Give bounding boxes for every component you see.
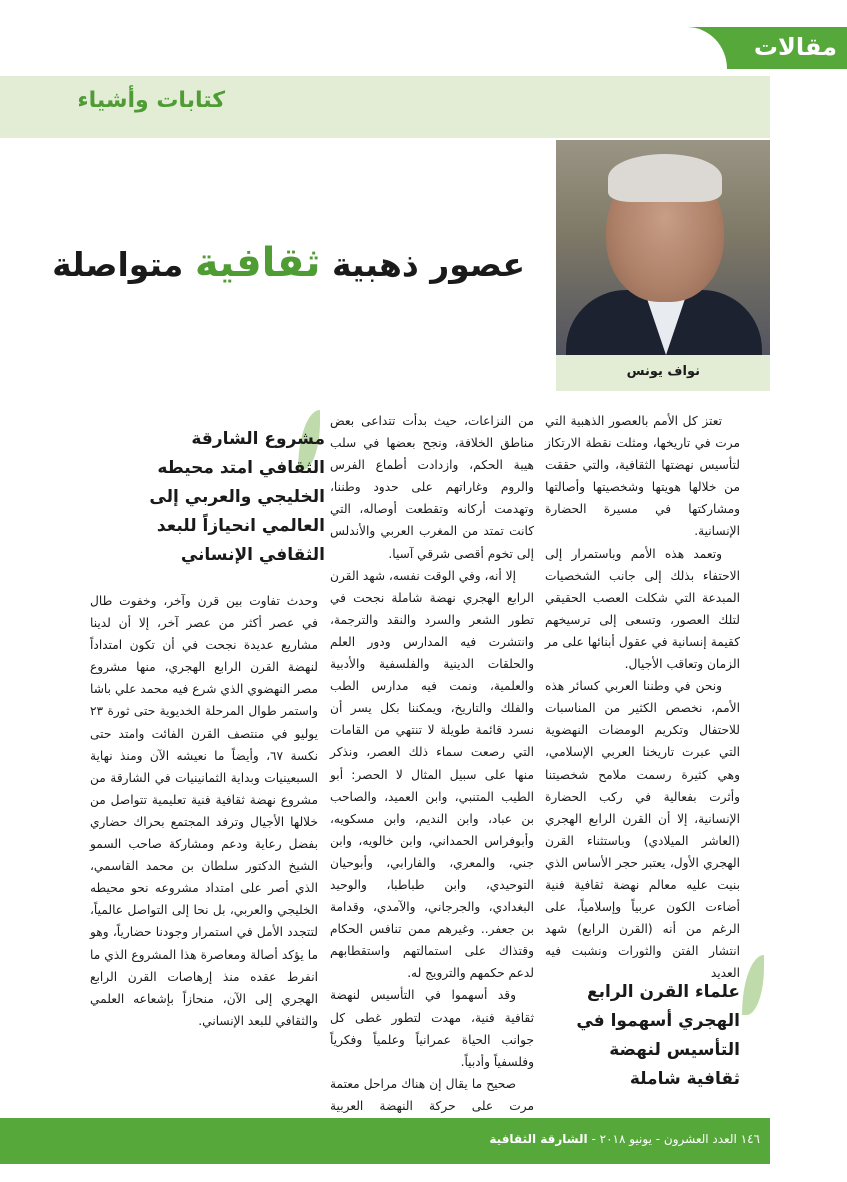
pull-quote: علماء القرن الرابع الهجري أسهموا في التأسيس لنهضة ثقافية شاملة (576, 982, 740, 1089)
body-column-right (545, 410, 740, 984)
body-column-middle (330, 410, 534, 1139)
footer-info (489, 1132, 760, 1146)
issue-text: العدد العشرون - يونيو ٢٠١٨ - (591, 1132, 737, 1146)
section-tab-label: مقالات (753, 33, 837, 61)
column-header-band (0, 76, 770, 138)
paragraph: ونحن في وطننا العربي كسائر هذه الأمم، نخصص الكثير من المناسبات للاحتفال وتكريم الومضات النهضوية التي عبرت تاريخنا العربي الإسلامي، وهي كثيرة رسمت ملامح شخصيتنا وأثرت بفعالية في ركب الحضارة الإنسانية، إلا أن القرن الرابع الهجري (العاشر الميلادي) وباستثناء القرن الهجري الأول، يعتبر حجر الأساس الذي بنيت عليه معالم نهضة ثقافية فنية أضاءت الكون عربياً وإسلامياً، على الرغم من أنه (القرن الرابع) شهد انتشار الفتن والثورات ونشبت فيه العديد (545, 679, 740, 981)
magazine-name: الشارقة الثقافية (489, 1132, 588, 1146)
paragraph: وقد أسهموا في التأسيس لنهضة ثقافية فنية، مهدت لتطور غطى كل جوانب الحياة عمرانياً وعلمياً وفكرياً وفلسفياً وأدبياً. (330, 988, 534, 1069)
tab-curve-decoration (667, 27, 727, 69)
title-part-2: متواصلة (52, 245, 184, 284)
author-caption (556, 355, 770, 391)
paragraph: إلا أنه، وفي الوقت نفسه، شهد القرن الرابع الهجري نهضة شاملة نجحت في تطور الشعر والسرد والنقد والترجمة، وانتشرت فيه المدارس ودور العلم والحلقات الدينية والفلسفية والأدبية والعلمية، ونمت فيه مدارس الطب والفلك والتاريخ، ويمكننا بكل يسر أن نسرد قائمة طويلة لا تنتهي من القامات التي رصعت سماء ذلك العصر، ونذكر منها على سبيل المثال لا الحصر: أبو الطيب المتنبي، وابن العميد، والصاحب بن عباد، وابن النديم، وابن مسكويه، وأبوفراس الحمداني، وابن خالويه، وابن جني، والمعري، والفارابي، وأبوحيان التوحيدي، وابن طباطبا، والوحيد البغدادي، والجرجاني، والآمدي، وقدامة بن جعفر.. وغيرهم ممن تنافس الحكام وقتذاك على استمالتهم واستقطابهم لدعم حكمهم والترويج له. (330, 568, 534, 981)
photo-hair (608, 154, 722, 202)
pull-quote: مشروع الشارقة الثقافي امتد محيطه الخليجي والعربي إلى العالمي انحيازاً للبعد الثقافي الإنساني (149, 429, 325, 565)
paragraph: وحدث تفاوت بين قرن وآخر، وخفوت طال في عصر أكثر من عصر آخر، إلا أن لدينا مشاريع عديدة نجحت في أن تكون امتداداً لنهضة القرن الرابع الهجري، منها مشروع مصر النهضوي الذي شرع فيه محمد علي باشا واستمر طوال المرحلة الخديوية حتى ثورة ٢٣ يوليو في منتصف القرن الفائت وامتد حتى نكسة ٦٧، وأيضاً ما نعيشه الآن ومنذ نهاية السبعينيات وبداية الثمانينيات في الشارقة من مشروع نهضة ثقافية فنية تعليمية تتواصل من خلالها الأجيال وترفد المجتمع بحراك حضاري بفضل رعاية ودعم ومشاركة صاحب السمو الشيخ الدكتور سلطان بن محمد القاسمي، الذي أصر على امتداد مشروعه نحو محيطه الخليجي والعربي، بل نحا إلى التواصل عالمياً، لتتجدد الأمل في استمرار وجودنا حضارياً، وهو ما يؤكد أصالة ومعاصرة هذا المشروع الذي ما انفرط عقده منذ إرهاصات القرن الرابع الهجري إلى الآن، منحازاً بإشعاعه العلمي والثقافي للبعد الإنساني. (90, 594, 318, 1028)
author-name: نواف يونس (626, 364, 700, 379)
page-footer (0, 1118, 770, 1164)
paragraph: وتعمد هذه الأمم وباستمرار إلى الاحتفاء بذلك إلى جانب الشخصيات المبدعة التي شكلت العصب الحقيقي لتلك العصور، وتسعى إلى ترسيخهم كقيمة إنسانية في عقول أبنائها على مر الزمان وتعاقب الأجيال. (545, 546, 740, 672)
paragraph: صحيح ما يقال إن هناك مراحل معتمة مرت على حركة النهضة العربية (330, 1076, 534, 1113)
paragraph: من النزاعات، حيث بدأت تتداعى بعض مناطق الخلافة، ونجح بعضها في سلب هيبة الحكم، وازدادت أطماع الفرس والروم وغاراتهم على حدود وطننا، وتهدمت أركانه وتقطعت أوصاله، التي كانت تمتد من المغرب العربي والأندلس إلى تخوم أقصى شرقي آسيا. (330, 414, 534, 561)
paragraph: تعتز كل الأمم بالعصور الذهبية التي مرت في تاريخها، ومثلت نقطة الارتكاز لتأسيس نهضتها الثقافية، والتي حققت من خلالها هويتها وشخصيتها وأصالتها ومشاركتها في مسيرة الحضارة الإنسانية. (545, 414, 740, 539)
title-highlight: ثقافية (194, 240, 321, 286)
title-part-1: عصور ذهبية (331, 245, 525, 284)
author-photo (556, 140, 770, 355)
article-title (52, 240, 525, 286)
column-name: كتابات وأشياء (77, 88, 225, 113)
quote-mark-icon (742, 955, 764, 1015)
body-column-left (90, 590, 318, 1032)
page-number: ١٤٦ (740, 1132, 760, 1146)
section-tab (667, 27, 847, 69)
